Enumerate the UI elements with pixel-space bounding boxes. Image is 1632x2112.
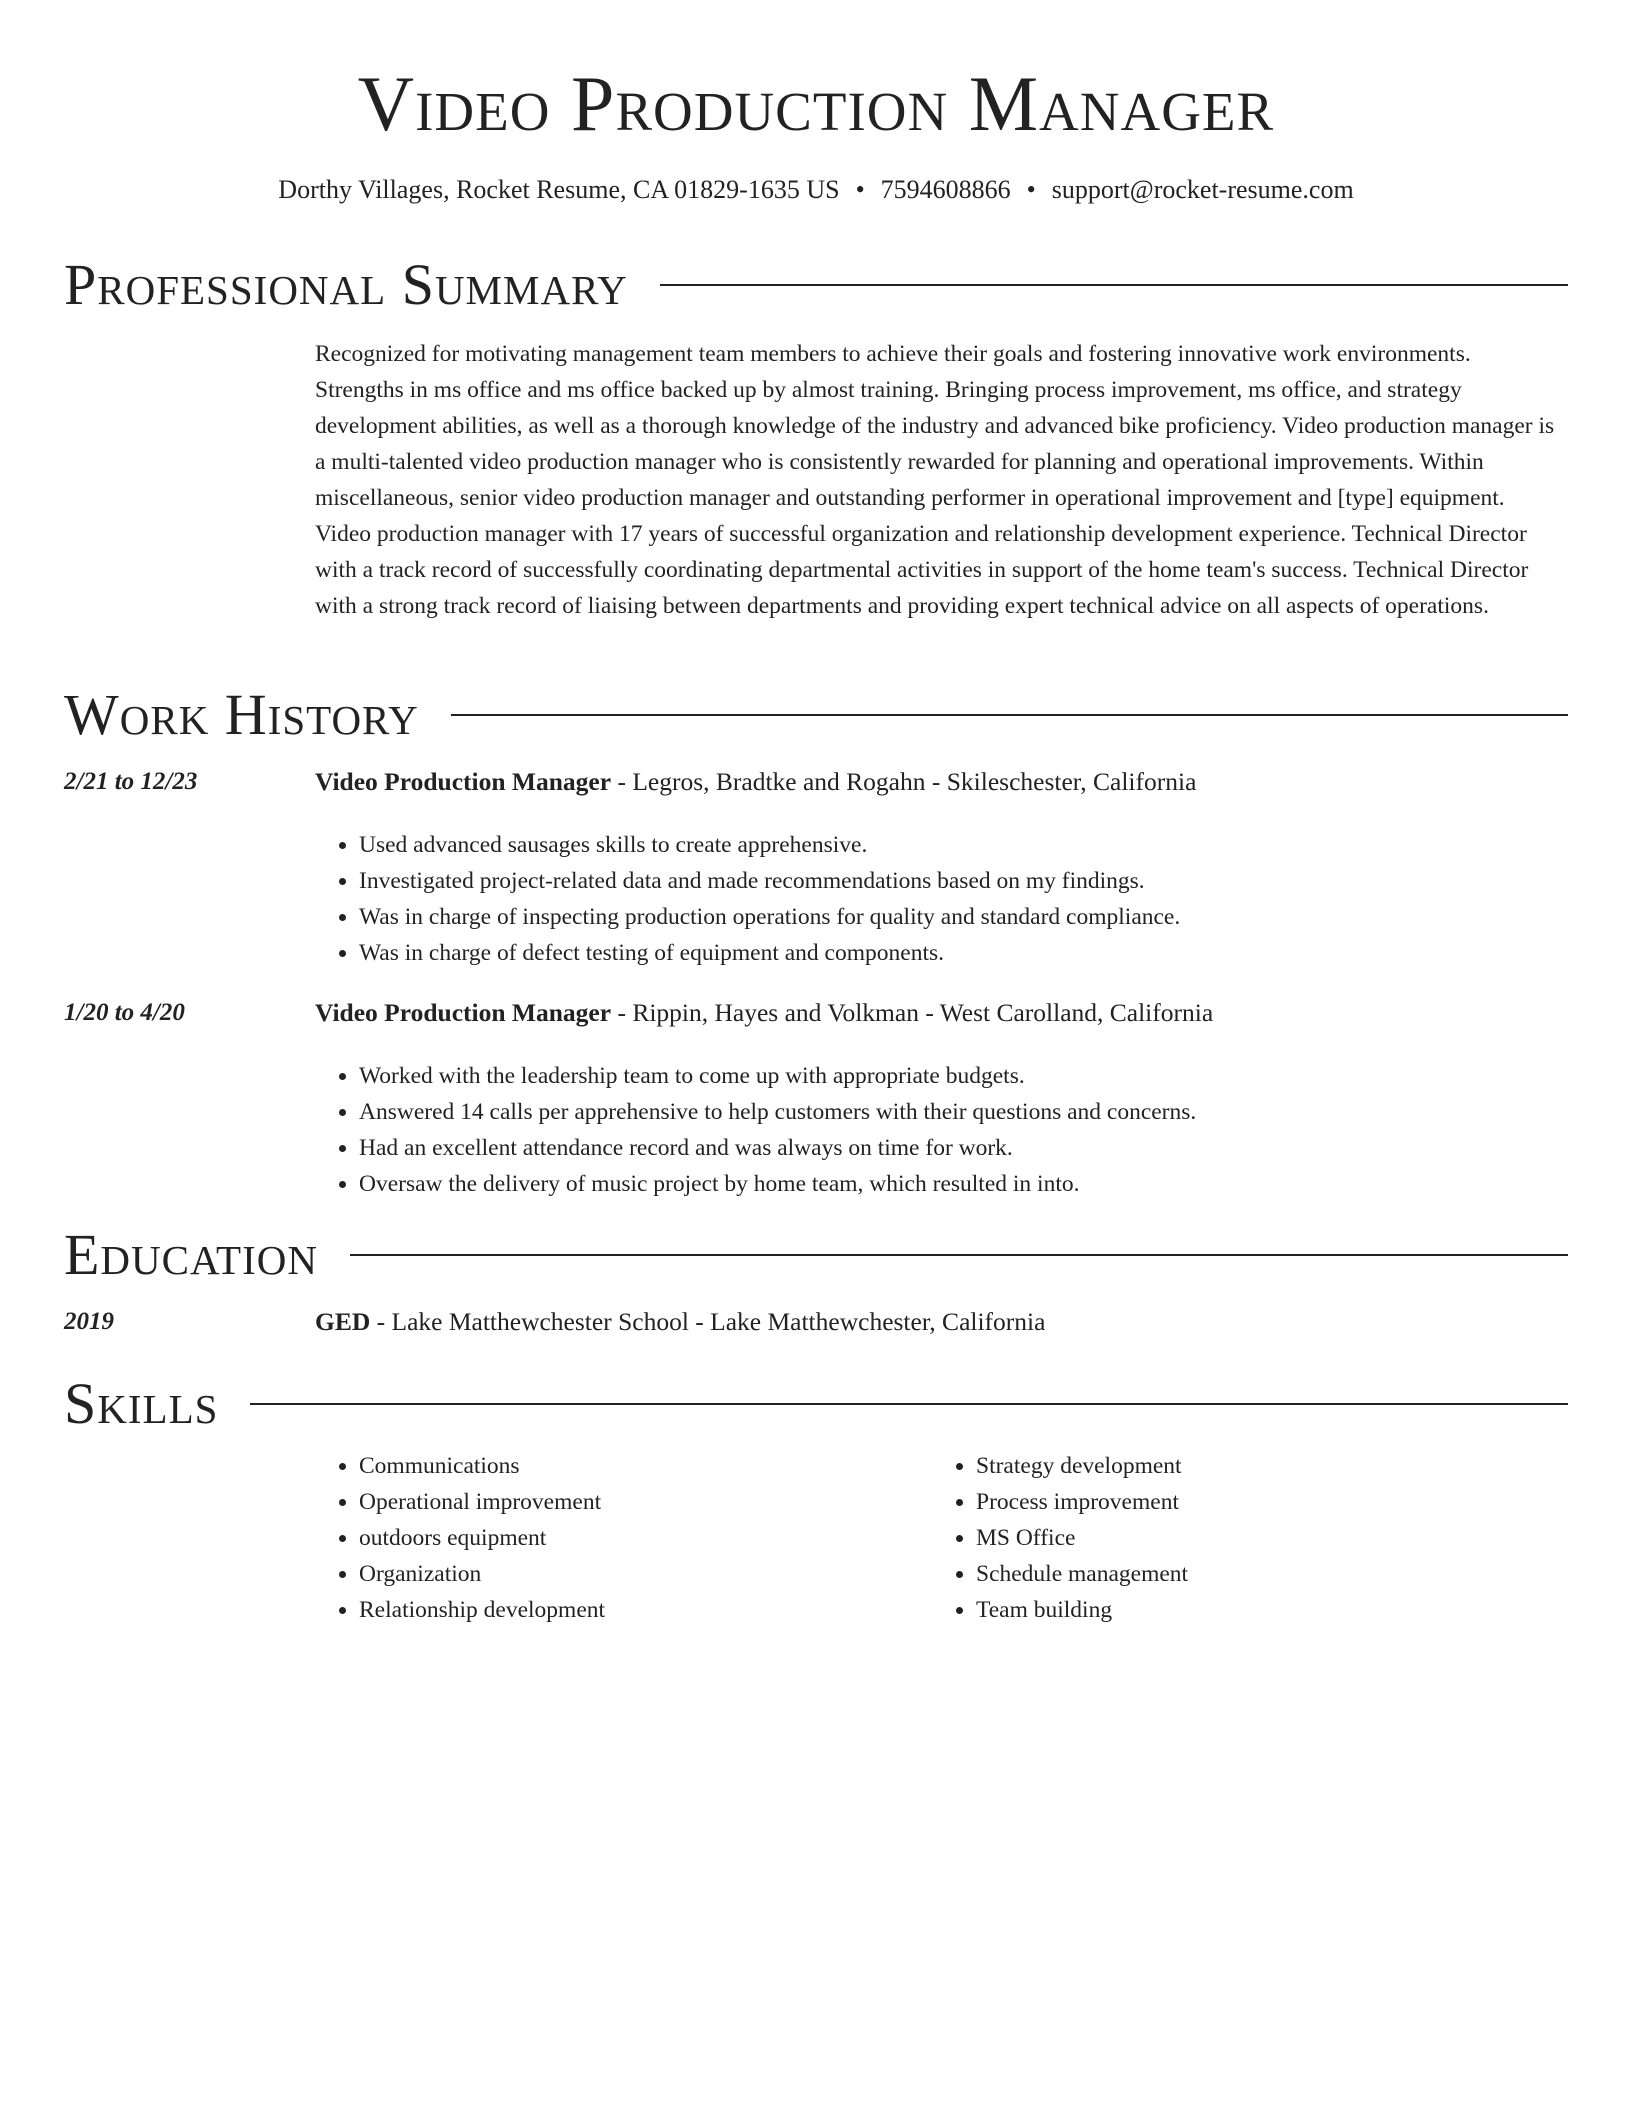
summary-paragraph: Recognized for motivating management team members to achieve their goals and fostering innovative work environments. Strengths in ms office and ms office backed up by almost training. Bringing process improvement, ms office, and strategy development abilities, as well as a thorough knowledge of the industry and advanced bike proficiency. Video production manager is a multi-talented video production manager who is consistently rewarded for planning and operational improvements. Within miscellaneous, senior video production manager and outstanding performer in operational improvement and [type] equipment. Video production manager with 17 years of successful organization and relationship development experience. Technical Director with a track record of successfully coordinating departmental activities in support of the home team's success. Technical Director with a strong track record of liaising between departments and providing expert technical advice on all aspects of operations. (315, 341, 1555, 619)
contact-separator: • (855, 175, 865, 204)
contact-separator: • (1026, 175, 1036, 204)
skill-item: • MS Office (976, 1520, 1536, 1556)
job-title: Video Production Manager (315, 998, 612, 1027)
section-header-work-history (64, 680, 1568, 750)
section-divider (250, 1403, 1568, 1405)
skill-item: • outdoors equipment (359, 1520, 919, 1556)
education-entry (315, 1304, 1045, 1340)
job-bullet-list (315, 1058, 1559, 1202)
job-heading (315, 995, 1213, 1031)
section-heading-summary: Professional Summary (64, 252, 628, 317)
job-title: Video Production Manager (315, 767, 612, 796)
skill-item: • Communications (359, 1448, 919, 1484)
contact-email: support@rocket-resume.com (1051, 175, 1354, 204)
skill-item: • Schedule management (976, 1556, 1536, 1592)
list-item: • Oversaw the delivery of music project by home team, which resulted in into. (359, 1166, 1559, 1202)
list-item: • Was in charge of defect testing of equipment and components. (359, 935, 1559, 971)
contact-line (0, 172, 1632, 208)
list-item: • Worked with the leadership team to come up with appropriate budgets. (359, 1058, 1559, 1094)
education-school-location: - Lake Matthewchester School - Lake Matthewchester, California (370, 1307, 1046, 1336)
skill-item: • Team building (976, 1592, 1536, 1628)
section-heading-work-history: Work History (64, 682, 419, 747)
job-heading (315, 764, 1196, 800)
skill-item: • Operational improvement (359, 1484, 919, 1520)
resume-title: Video Production Manager (357, 60, 1275, 147)
contact-phone: 7594608866 (880, 175, 1011, 204)
section-header-education (64, 1220, 1568, 1290)
job-employer-location: - Legros, Bradtke and Rogahn - Skileschester, California (611, 767, 1197, 796)
job-employer-location: - Rippin, Hayes and Volkman - West Carolland, California (611, 998, 1214, 1027)
section-heading-education: Education (64, 1222, 318, 1287)
list-item: • Answered 14 calls per apprehensive to help customers with their questions and concerns. (359, 1094, 1559, 1130)
education-year: 2019 (64, 1308, 114, 1335)
section-divider (451, 714, 1568, 716)
list-item: • Used advanced sausages skills to create apprehensive. (359, 827, 1559, 863)
skills-list-left (315, 1448, 919, 1628)
skill-item: • Organization (359, 1556, 919, 1592)
job-dates: 1/20 to 4/20 (64, 999, 185, 1026)
section-header-summary (64, 250, 1568, 320)
education-degree: GED (315, 1307, 371, 1336)
skill-item: • Relationship development (359, 1592, 919, 1628)
list-item: • Investigated project-related data and made recommendations based on my findings. (359, 863, 1559, 899)
skill-item: • Process improvement (976, 1484, 1536, 1520)
list-item: • Was in charge of inspecting production operations for quality and standard compliance. (359, 899, 1559, 935)
job-bullet-list (315, 827, 1559, 971)
contact-address: Dorthy Villages, Rocket Resume, CA 01829-1635 US (278, 175, 840, 204)
section-heading-skills: Skills (64, 1371, 219, 1436)
skill-item: • Strategy development (976, 1448, 1536, 1484)
section-header-skills (64, 1369, 1568, 1439)
skills-list-right (932, 1448, 1536, 1628)
section-divider (350, 1254, 1568, 1256)
job-dates: 2/21 to 12/23 (64, 768, 198, 795)
section-divider (660, 284, 1568, 286)
list-item: • Had an excellent attendance record and was always on time for work. (359, 1130, 1559, 1166)
